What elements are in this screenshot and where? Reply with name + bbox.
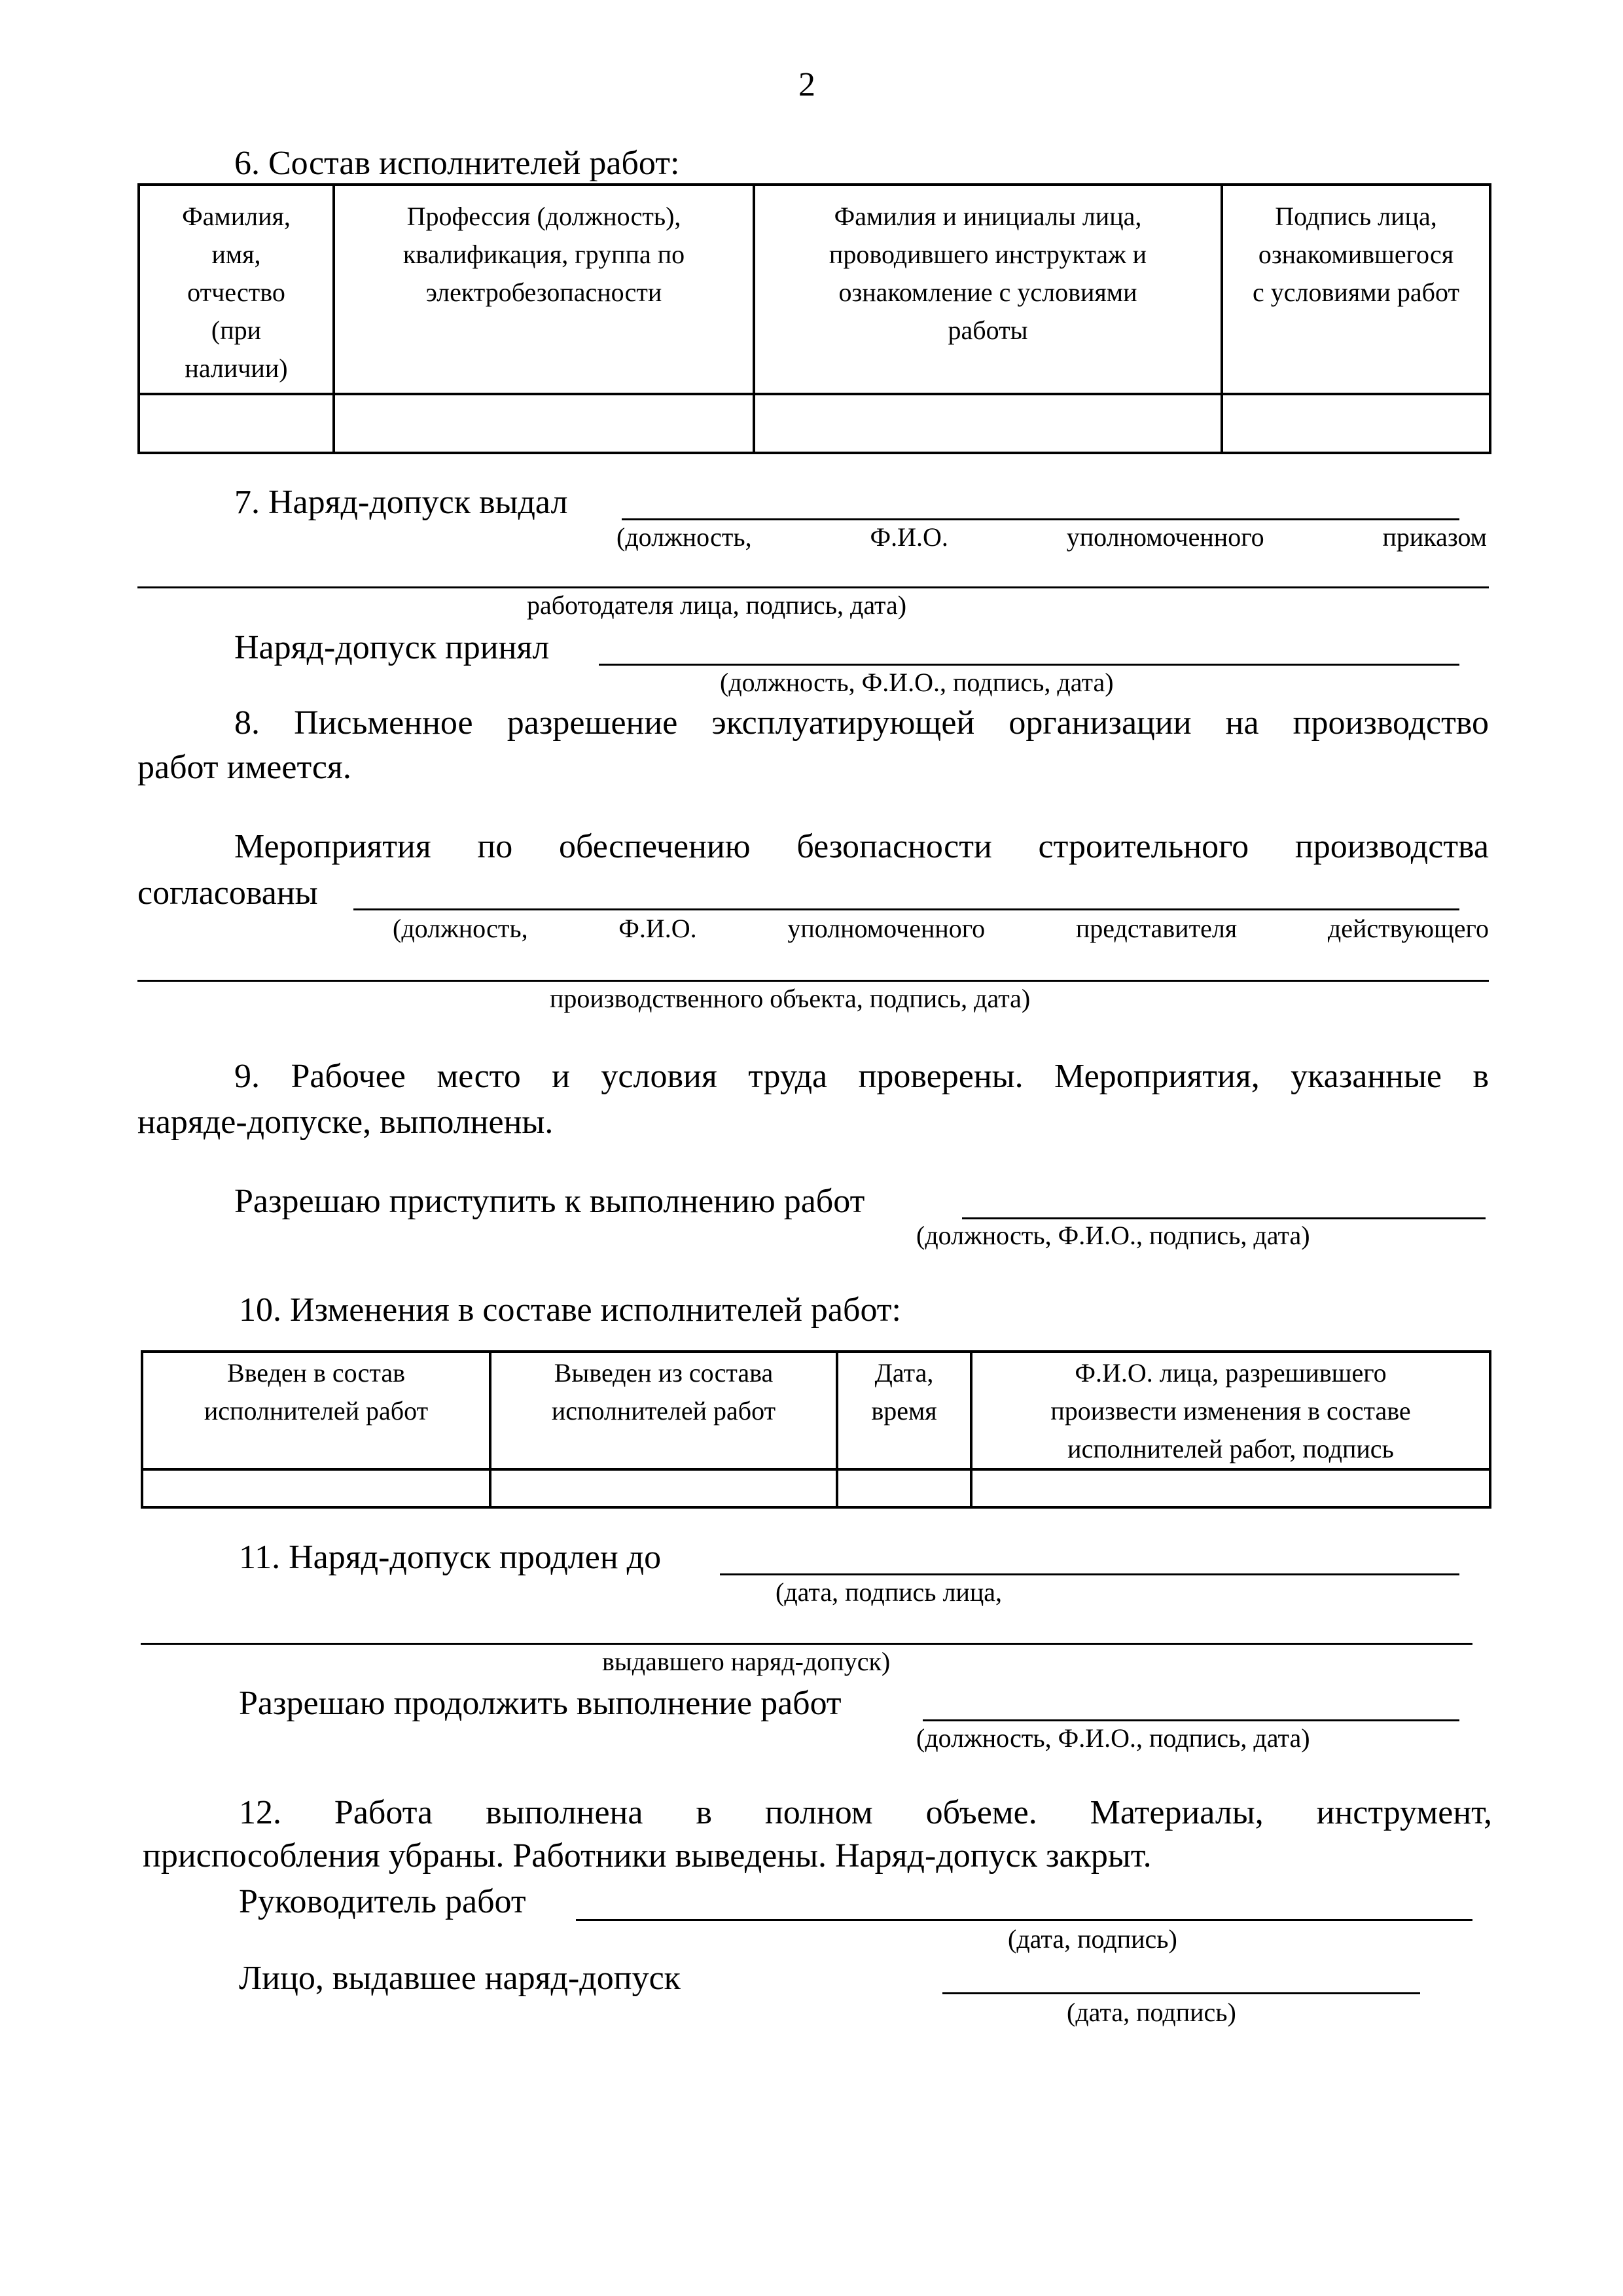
col-authorized-line: исполнителей работ, подпись (1067, 1434, 1394, 1463)
col-added-line: Введен в состав (226, 1358, 406, 1388)
cell-removed[interactable] (490, 1469, 837, 1507)
caption-word: Ф.И.О. (618, 914, 697, 943)
measures-signature-line-2[interactable] (137, 980, 1489, 982)
permit-start-signature-line[interactable] (962, 1217, 1486, 1219)
col-datetime-line: время (871, 1396, 937, 1426)
performers-table-header (139, 185, 1490, 394)
col-datetime-line: Дата, (874, 1358, 934, 1388)
section-12-line-2: приспособления убраны. Работники выведены. Наряд-допуск закрыт. (143, 1837, 1152, 1874)
accepted-by-signature-line[interactable] (599, 664, 1459, 666)
extended-until-label: 11. Наряд-допуск продлен до (239, 1539, 662, 1576)
col-added-line: исполнителей работ (204, 1396, 429, 1426)
col-signature-line: ознакомившегося (1258, 240, 1454, 269)
caption-word: приказом (1382, 522, 1487, 552)
cell-profession[interactable] (334, 394, 754, 453)
measures-caption (393, 914, 1489, 944)
work-supervisor-signature-line[interactable] (576, 1919, 1472, 1921)
col-added (142, 1352, 490, 1469)
issued-by-caption (616, 522, 1487, 552)
measures-line-1: Мероприятия по обеспечению безопасности строительного производства (234, 828, 1489, 865)
col-removed (490, 1352, 837, 1469)
col-authorized-line: Ф.И.О. лица, разрешившего (1075, 1358, 1387, 1388)
col-instructor (754, 185, 1222, 394)
work-supervisor-caption: (дата, подпись) (1008, 1924, 1177, 1954)
col-removed-line: Выведен из состава (554, 1358, 774, 1388)
permit-start-label: Разрешаю приступить к выполнению работ (234, 1183, 865, 1220)
performers-table-row (139, 394, 1490, 453)
caption-word: Ф.И.О. (870, 522, 948, 552)
col-instructor-line: ознакомление с условиями (838, 278, 1137, 307)
col-profession-line: Профессия (должность), (406, 202, 681, 231)
extended-until-signature-line-2[interactable] (141, 1643, 1472, 1645)
work-supervisor-label: Руководитель работ (239, 1883, 526, 1920)
issued-by-label: 7. Наряд-допуск выдал (234, 484, 568, 521)
performers-table (137, 183, 1491, 454)
caption-word: (должность, (616, 522, 752, 552)
section-6-heading: 6. Состав исполнителей работ: (234, 145, 680, 182)
col-authorized-line: произвести изменения в составе (1050, 1396, 1411, 1426)
issued-by-signature-line-2[interactable] (137, 586, 1489, 588)
section-8-line-2: работ имеется. (137, 749, 351, 786)
changes-table (141, 1350, 1491, 1509)
col-profession-line: электробезопасности (425, 278, 662, 307)
caption-word: представителя (1075, 914, 1238, 943)
col-fullname-line: (при (211, 315, 262, 345)
permit-issuer-label: Лицо, выдавшее наряд-допуск (239, 1960, 681, 1997)
col-fullname-line: наличии) (185, 353, 288, 383)
col-authorized-person (971, 1352, 1490, 1469)
page-number: 2 (798, 66, 815, 103)
caption-word: уполномоченного (787, 914, 986, 943)
caption-word: уполномоченного (1066, 522, 1264, 552)
permit-start-caption: (должность, Ф.И.О., подпись, дата) (916, 1221, 1310, 1250)
measures-agreed-label: согласованы (137, 874, 318, 912)
caption-word: (должность, (393, 914, 528, 943)
measures-signature-line[interactable] (353, 908, 1459, 910)
col-datetime (837, 1352, 971, 1469)
cell-authorized-person[interactable] (971, 1469, 1490, 1507)
continue-work-label: Разрешаю продолжить выполнение работ (239, 1685, 842, 1722)
extended-until-caption: (дата, подпись лица, (776, 1577, 1003, 1607)
col-instructor-line: проводившего инструктаж и (829, 240, 1147, 269)
cell-signature[interactable] (1222, 394, 1490, 453)
col-fullname-line: Фамилия, (182, 202, 291, 231)
col-instructor-line: работы (948, 315, 1028, 345)
section-8-line-1: 8. Письменное разрешение эксплуатирующей организации на производство (234, 704, 1489, 742)
col-signature-line: с условиями работ (1253, 278, 1459, 307)
extended-until-signature-line[interactable] (720, 1573, 1459, 1575)
continue-work-caption: (должность, Ф.И.О., подпись, дата) (916, 1723, 1310, 1753)
issued-by-caption-2: работодателя лица, подпись, дата) (527, 590, 907, 620)
changes-table-row (142, 1469, 1490, 1507)
section-12-line-1: 12. Работа выполнена в полном объеме. Материалы, инструмент, (239, 1794, 1492, 1831)
caption-word: действующего (1327, 914, 1489, 943)
section-10-heading: 10. Изменения в составе исполнителей работ: (239, 1291, 901, 1329)
accepted-by-label: Наряд-допуск принял (234, 629, 550, 666)
permit-issuer-caption: (дата, подпись) (1067, 1998, 1236, 2027)
section-9-line-1: 9. Рабочее место и условия труда проверены. Мероприятия, указанные в (234, 1058, 1489, 1095)
col-fullname-line: имя, (211, 240, 261, 269)
col-fullname (139, 185, 334, 394)
col-signature-line: Подпись лица, (1275, 202, 1437, 231)
cell-added[interactable] (142, 1469, 490, 1507)
col-removed-line: исполнителей работ (551, 1396, 776, 1426)
measures-caption-2: производственного объекта, подпись, дата) (550, 984, 1031, 1013)
extended-until-caption-2: выдавшего наряд-допуск) (602, 1647, 891, 1676)
col-fullname-line: отчество (187, 278, 285, 307)
permit-issuer-signature-line[interactable] (942, 1992, 1420, 1994)
continue-work-signature-line[interactable] (923, 1719, 1459, 1721)
col-instructor-line: Фамилия и инициалы лица, (834, 202, 1142, 231)
cell-datetime[interactable] (837, 1469, 971, 1507)
section-9-line-2: наряде-допуске, выполнены. (137, 1103, 554, 1141)
accepted-by-caption: (должность, Ф.И.О., подпись, дата) (720, 668, 1114, 697)
changes-table-header (142, 1352, 1490, 1469)
cell-fullname[interactable] (139, 394, 334, 453)
col-profession-line: квалификация, группа по (402, 240, 685, 269)
col-profession (334, 185, 754, 394)
col-signature (1222, 185, 1490, 394)
cell-instructor[interactable] (754, 394, 1222, 453)
issued-by-signature-line[interactable] (622, 518, 1459, 520)
